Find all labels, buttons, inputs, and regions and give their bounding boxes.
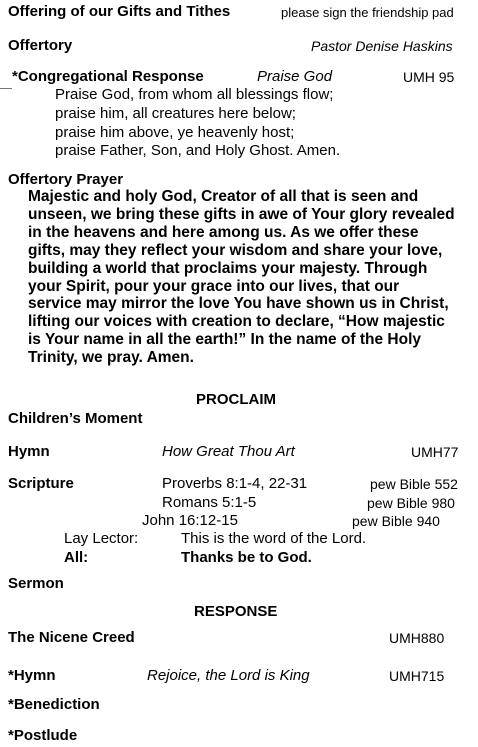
prayer-line: gifts, may they reflect your wisdom and share your love, bbox=[28, 241, 443, 259]
hymn-label: Hymn bbox=[8, 443, 50, 460]
scripture-page: pew Bible 552 bbox=[370, 476, 458, 492]
congregational-response-hymnal: UMH 95 bbox=[403, 69, 455, 85]
margin-tick-mark bbox=[0, 88, 12, 89]
prayer-line: Majestic and holy God, Creator of all that is seen and bbox=[28, 188, 419, 205]
lay-lector-label: Lay Lector: bbox=[64, 530, 139, 547]
scripture-reference: John 16:12-15 bbox=[142, 512, 238, 529]
congregational-response-label: *Congregational Response bbox=[12, 68, 204, 85]
prayer-line: lifting our voices with creation to declare, “How majestic bbox=[28, 313, 445, 331]
all-response-text: Thanks be to God. bbox=[181, 549, 312, 566]
prayer-line: unseen, we bring these gifts in awe of Your glory revealed bbox=[28, 205, 455, 223]
offering-title: Offering of our Gifts and Tithes bbox=[8, 3, 231, 20]
closing-hymn-title: Rejoice, the Lord is King bbox=[147, 667, 310, 684]
nicene-creed-label: The Nicene Creed bbox=[8, 629, 135, 646]
scripture-page: pew Bible 940 bbox=[352, 513, 440, 529]
congregational-response-title: Praise God bbox=[257, 68, 333, 85]
scripture-page: pew Bible 980 bbox=[367, 495, 455, 511]
doxology-line: praise Father, Son, and Holy Ghost. Amen. bbox=[55, 142, 341, 159]
hymn-number: UMH77 bbox=[411, 444, 459, 460]
offertory-prayer-label: Offertory Prayer bbox=[8, 171, 124, 188]
childrens-moment-label: Children’s Moment bbox=[8, 410, 143, 427]
closing-hymn-label: *Hymn bbox=[8, 667, 56, 684]
doxology-line: praise him above, ye heavenly host; bbox=[55, 124, 295, 141]
offering-note: please sign the friendship pad bbox=[281, 5, 454, 20]
prayer-line: in the heavens and here among us. As we offer these bbox=[28, 223, 419, 241]
lay-lector-text: This is the word of the Lord. bbox=[181, 530, 367, 547]
benediction-label: *Benediction bbox=[8, 696, 100, 713]
sermon-label: Sermon bbox=[8, 575, 64, 592]
section-heading-proclaim: PROCLAIM bbox=[196, 391, 276, 408]
prayer-line: Trinity, we pray. Amen. bbox=[28, 349, 194, 367]
hymn-title: How Great Thou Art bbox=[162, 443, 295, 460]
prayer-line: building a world that proclaims your majesty. Through bbox=[28, 259, 428, 277]
postlude-label: *Postlude bbox=[8, 727, 78, 744]
scripture-reference: Proverbs 8:1-4, 22-31 bbox=[162, 475, 308, 492]
all-label: All: bbox=[64, 549, 89, 566]
offertory-performer: Pastor Denise Haskins bbox=[311, 38, 453, 54]
offertory-label: Offertory bbox=[8, 37, 73, 54]
doxology-line: praise him, all creatures here below; bbox=[55, 105, 296, 122]
nicene-creed-number: UMH880 bbox=[389, 630, 445, 646]
scripture-label: Scripture bbox=[8, 475, 74, 492]
section-heading-response: RESPONSE bbox=[194, 603, 278, 620]
offertory-prayer-text bbox=[28, 188, 468, 367]
prayer-line: service may mirror the love You have shown us in Christ, bbox=[28, 295, 449, 313]
prayer-line: your Spirit, pour your grace into our lives, that our bbox=[28, 277, 400, 295]
prayer-line: is Your name in all the earth!” In the name of the Holy bbox=[28, 331, 422, 349]
closing-hymn-number: UMH715 bbox=[389, 668, 445, 684]
scripture-reference: Romans 5:1-5 bbox=[162, 494, 257, 511]
doxology-line: Praise God, from whom all blessings flow; bbox=[55, 86, 334, 103]
